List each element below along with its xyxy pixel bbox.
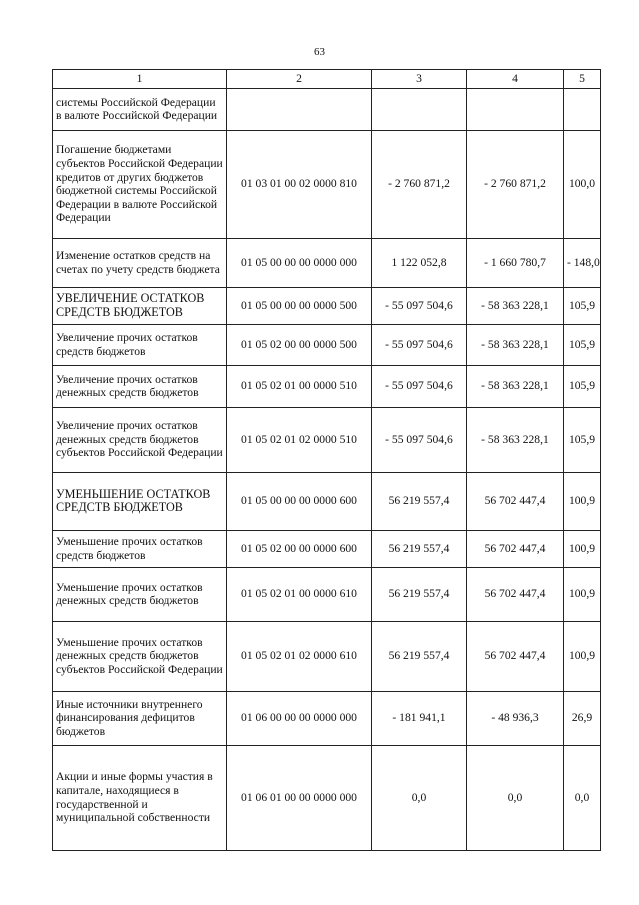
plan-amount-cell: - 55 097 504,6 (372, 287, 467, 324)
table-row (53, 130, 601, 238)
row-name-cell: системы Российской Федерации в валюте Российской Федерации (53, 88, 227, 130)
plan-amount-cell: 56 219 557,4 (372, 472, 467, 530)
row-name-cell: Увеличение прочих остатков средств бюджетов (53, 324, 227, 365)
plan-amount-cell: - 55 097 504,6 (372, 324, 467, 365)
actual-amount-cell: - 1 660 780,7 (467, 238, 564, 287)
budget-code-cell: 01 05 02 00 00 0000 500 (227, 324, 372, 365)
budget-code-cell: 01 05 00 00 00 0000 500 (227, 287, 372, 324)
row-name-cell: Уменьшение прочих остатков денежных средств бюджетов субъектов Российской Федерации (53, 621, 227, 691)
budget-code-cell: 01 06 01 00 00 0000 000 (227, 745, 372, 850)
table-body (53, 88, 601, 850)
actual-amount-cell: 56 702 447,4 (467, 567, 564, 621)
table-row (53, 745, 601, 850)
page-number: 63 (314, 46, 325, 58)
column-header: 3 (372, 70, 467, 89)
percent-cell: 100,0 (564, 130, 601, 238)
table-row (53, 691, 601, 745)
plan-amount-cell (372, 88, 467, 130)
table-row (53, 238, 601, 287)
row-name-cell: Увеличение прочих остатков денежных средств бюджетов (53, 365, 227, 407)
table-row (53, 324, 601, 365)
budget-code-cell: 01 05 02 00 00 0000 600 (227, 530, 372, 567)
column-header: 2 (227, 70, 372, 89)
plan-amount-cell: 0,0 (372, 745, 467, 850)
column-header: 1 (53, 70, 227, 89)
table-row (53, 567, 601, 621)
plan-amount-cell: - 181 941,1 (372, 691, 467, 745)
budget-code-cell: 01 05 02 01 02 0000 510 (227, 407, 372, 472)
percent-cell: 100,9 (564, 621, 601, 691)
percent-cell: 0,0 (564, 745, 601, 850)
plan-amount-cell: - 2 760 871,2 (372, 130, 467, 238)
row-name-cell: УВЕЛИЧЕНИЕ ОСТАТКОВ СРЕДСТВ БЮДЖЕТОВ (53, 287, 227, 324)
actual-amount-cell: - 48 936,3 (467, 691, 564, 745)
actual-amount-cell: - 58 363 228,1 (467, 365, 564, 407)
table-row (53, 88, 601, 130)
budget-code-cell: 01 05 02 01 00 0000 510 (227, 365, 372, 407)
row-name-cell: Уменьшение прочих остатков денежных средств бюджетов (53, 567, 227, 621)
table-row (53, 472, 601, 530)
row-name-cell: УМЕНЬШЕНИЕ ОСТАТКОВ СРЕДСТВ БЮДЖЕТОВ (53, 472, 227, 530)
actual-amount-cell: 56 702 447,4 (467, 621, 564, 691)
row-name-cell: Изменение остатков средств на счетах по учету средств бюджета (53, 238, 227, 287)
table-row (53, 365, 601, 407)
percent-cell (564, 88, 601, 130)
plan-amount-cell: - 55 097 504,6 (372, 365, 467, 407)
actual-amount-cell: 0,0 (467, 745, 564, 850)
budget-code-cell: 01 05 02 01 02 0000 610 (227, 621, 372, 691)
column-header: 5 (564, 70, 601, 89)
budget-code-cell: 01 05 00 00 00 0000 000 (227, 238, 372, 287)
actual-amount-cell: - 58 363 228,1 (467, 287, 564, 324)
plan-amount-cell: 56 219 557,4 (372, 530, 467, 567)
row-name-cell: Акции и иные формы участия в капитале, находящиеся в государственной и муниципальной собственности (53, 745, 227, 850)
actual-amount-cell: - 58 363 228,1 (467, 324, 564, 365)
budget-code-cell: 01 03 01 00 02 0000 810 (227, 130, 372, 238)
budget-sources-table (52, 69, 601, 851)
row-name-cell: Погашение бюджетами субъектов Российской Федерации кредитов от других бюджетов бюджетной системы Российской Федерации в валюте Российской Федерации (53, 130, 227, 238)
plan-amount-cell: 1 122 052,8 (372, 238, 467, 287)
column-number-row (53, 70, 601, 89)
budget-code-cell: 01 06 00 00 00 0000 000 (227, 691, 372, 745)
percent-cell: 100,9 (564, 530, 601, 567)
plan-amount-cell: 56 219 557,4 (372, 621, 467, 691)
plan-amount-cell: 56 219 557,4 (372, 567, 467, 621)
actual-amount-cell: - 58 363 228,1 (467, 407, 564, 472)
percent-cell: 100,9 (564, 567, 601, 621)
percent-cell: 26,9 (564, 691, 601, 745)
budget-code-cell (227, 88, 372, 130)
table-row (53, 287, 601, 324)
table-row (53, 530, 601, 567)
row-name-cell: Иные источники внутреннего финансирования дефицитов бюджетов (53, 691, 227, 745)
column-header: 4 (467, 70, 564, 89)
percent-cell: 100,9 (564, 472, 601, 530)
percent-cell: 105,9 (564, 324, 601, 365)
percent-cell: 105,9 (564, 287, 601, 324)
actual-amount-cell: - 2 760 871,2 (467, 130, 564, 238)
budget-code-cell: 01 05 00 00 00 0000 600 (227, 472, 372, 530)
percent-cell: 105,9 (564, 407, 601, 472)
budget-code-cell: 01 05 02 01 00 0000 610 (227, 567, 372, 621)
table-row (53, 621, 601, 691)
actual-amount-cell (467, 88, 564, 130)
row-name-cell: Уменьшение прочих остатков средств бюджетов (53, 530, 227, 567)
percent-cell: - 148,0 (564, 238, 601, 287)
table-row (53, 407, 601, 472)
plan-amount-cell: - 55 097 504,6 (372, 407, 467, 472)
percent-cell: 105,9 (564, 365, 601, 407)
actual-amount-cell: 56 702 447,4 (467, 530, 564, 567)
actual-amount-cell: 56 702 447,4 (467, 472, 564, 530)
row-name-cell: Увеличение прочих остатков денежных средств бюджетов субъектов Российской Федерации (53, 407, 227, 472)
